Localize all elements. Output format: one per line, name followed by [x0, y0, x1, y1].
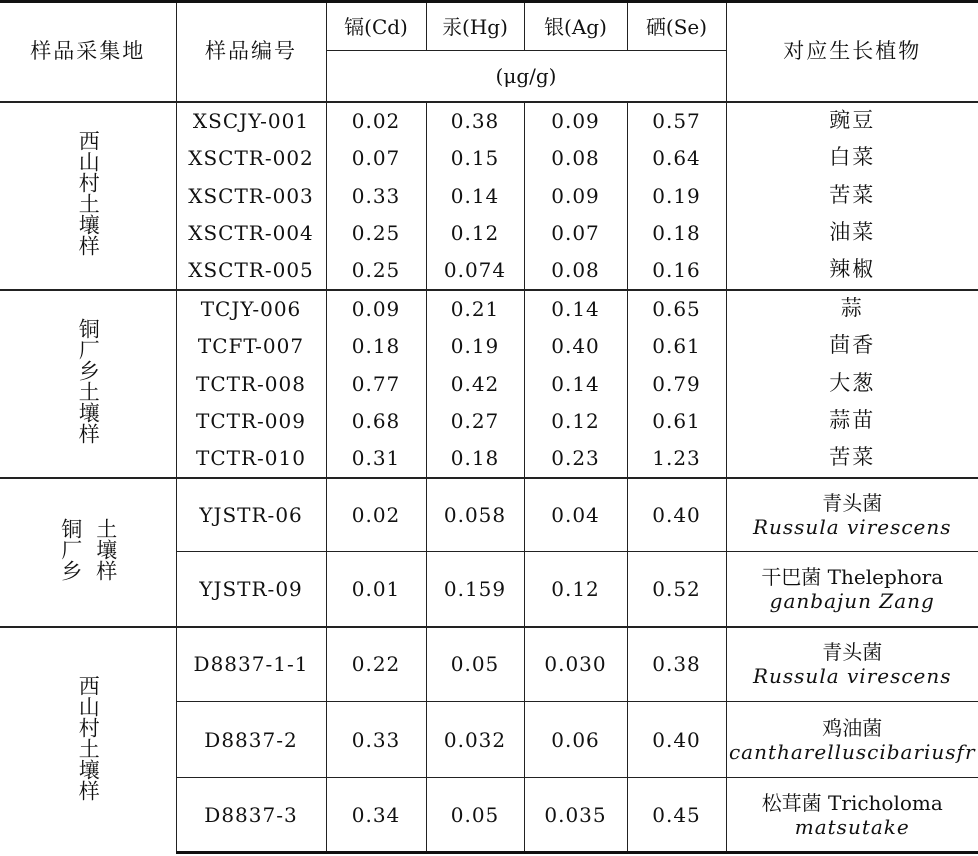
plant-name — [726, 478, 978, 552]
cd-value: 0.25 — [326, 215, 426, 252]
plant-name: 油菜 — [726, 215, 978, 252]
cd-value: 0.09 — [326, 290, 426, 328]
plant-name — [726, 627, 978, 702]
ag-value: 0.12 — [524, 403, 627, 440]
site-label: 西山村土壤样 — [0, 102, 176, 290]
plant-latin-name: cantharelluscibariusfr — [728, 739, 976, 764]
se-value: 0.38 — [627, 627, 726, 702]
header-plant: 对应生长植物 — [726, 2, 978, 102]
ag-value: 0.030 — [524, 627, 627, 702]
header-site: 样品采集地 — [0, 2, 176, 102]
se-value: 0.16 — [627, 252, 726, 290]
ag-value: 0.07 — [524, 215, 627, 252]
hg-value: 0.27 — [426, 403, 524, 440]
header-cd: 镉(Cd) — [326, 2, 426, 51]
hg-value: 0.21 — [426, 290, 524, 328]
cd-value: 0.01 — [326, 552, 426, 627]
plant-name: 辣椒 — [726, 252, 978, 290]
se-value: 0.64 — [627, 140, 726, 177]
se-value: 0.18 — [627, 215, 726, 252]
site-label: 铜厂乡土壤样 — [0, 290, 176, 478]
plant-name: 蒜苗 — [726, 403, 978, 440]
hg-value: 0.05 — [426, 627, 524, 702]
plant-latin-name: ganbajun Zang — [769, 588, 935, 613]
se-value: 0.57 — [627, 102, 726, 140]
cd-value: 0.02 — [326, 478, 426, 552]
plant-chinese-name: 松茸菌 Tricholoma — [761, 790, 943, 815]
sample-id: TCTR-009 — [176, 403, 326, 440]
header-unit: (μg/g) — [326, 51, 726, 102]
sample-id: D8837-1-1 — [176, 627, 326, 702]
se-value: 0.40 — [627, 702, 726, 778]
hg-value: 0.15 — [426, 140, 524, 177]
cd-value: 0.31 — [326, 440, 426, 478]
sample-id: TCTR-010 — [176, 440, 326, 478]
cd-value: 0.33 — [326, 177, 426, 215]
header-se: 硒(Se) — [627, 2, 726, 51]
header-sample-id: 样品编号 — [176, 2, 326, 102]
sample-id: XSCTR-003 — [176, 177, 326, 215]
ag-value: 0.12 — [524, 552, 627, 627]
cd-value: 0.07 — [326, 140, 426, 177]
ag-value: 0.14 — [524, 290, 627, 328]
se-value: 0.61 — [627, 403, 726, 440]
hg-value: 0.058 — [426, 478, 524, 552]
hg-value: 0.18 — [426, 440, 524, 478]
hg-value: 0.12 — [426, 215, 524, 252]
plant-latin-name: matsutake — [794, 814, 910, 839]
se-value: 0.61 — [627, 328, 726, 365]
plant-name: 白菜 — [726, 140, 978, 177]
ag-value: 0.23 — [524, 440, 627, 478]
hg-value: 0.074 — [426, 252, 524, 290]
plant-latin-name: Russula virescens — [752, 514, 952, 539]
plant-chinese-name: 鸡油菌 — [822, 715, 883, 740]
sample-id: YJSTR-09 — [176, 552, 326, 627]
hg-value: 0.42 — [426, 365, 524, 403]
ag-value: 0.08 — [524, 140, 627, 177]
cd-value: 0.02 — [326, 102, 426, 140]
sample-id: XSCJY-001 — [176, 102, 326, 140]
plant-name: 茴香 — [726, 328, 978, 365]
se-value: 0.52 — [627, 552, 726, 627]
plant-name: 苦菜 — [726, 177, 978, 215]
se-value: 0.79 — [627, 365, 726, 403]
cd-value: 0.33 — [326, 702, 426, 778]
plant-name — [726, 778, 978, 853]
sample-id: XSCTR-005 — [176, 252, 326, 290]
hg-value: 0.14 — [426, 177, 524, 215]
ag-value: 0.08 — [524, 252, 627, 290]
sample-id: YJSTR-06 — [176, 478, 326, 552]
hg-value: 0.032 — [426, 702, 524, 778]
sample-id: XSCTR-004 — [176, 215, 326, 252]
plant-name: 苦菜 — [726, 440, 978, 478]
se-value: 0.65 — [627, 290, 726, 328]
header-ag: 银(Ag) — [524, 2, 627, 51]
sample-id: TCFT-007 — [176, 328, 326, 365]
ag-value: 0.40 — [524, 328, 627, 365]
ag-value: 0.035 — [524, 778, 627, 853]
cd-value: 0.18 — [326, 328, 426, 365]
se-value: 0.45 — [627, 778, 726, 853]
ag-value: 0.06 — [524, 702, 627, 778]
sample-id: D8837-3 — [176, 778, 326, 853]
plant-chinese-name: 青头菌 — [822, 490, 883, 515]
sample-id: TCTR-008 — [176, 365, 326, 403]
plant-chinese-name: 干巴菌 Thelephora — [761, 564, 944, 589]
hg-value: 0.19 — [426, 328, 524, 365]
ag-value: 0.04 — [524, 478, 627, 552]
site-label: 铜厂乡 土壤样 — [0, 478, 176, 627]
se-value: 1.23 — [627, 440, 726, 478]
ag-value: 0.09 — [524, 177, 627, 215]
se-value: 0.40 — [627, 478, 726, 552]
plant-latin-name: Russula virescens — [752, 664, 952, 689]
header-hg: 汞(Hg) — [426, 2, 524, 51]
ag-value: 0.14 — [524, 365, 627, 403]
ag-value: 0.09 — [524, 102, 627, 140]
plant-name — [726, 552, 978, 627]
cd-value: 0.68 — [326, 403, 426, 440]
se-value: 0.19 — [627, 177, 726, 215]
site-label: 西山村土壤样 — [76, 674, 101, 801]
plant-chinese-name: 青头菌 — [822, 640, 883, 665]
plant-name: 大葱 — [726, 365, 978, 403]
plant-name — [726, 702, 978, 778]
cd-value: 0.22 — [326, 627, 426, 702]
plant-name: 蒜 — [726, 290, 978, 328]
sample-id: XSCTR-002 — [176, 140, 326, 177]
cd-value: 0.25 — [326, 252, 426, 290]
sample-id: TCJY-006 — [176, 290, 326, 328]
cd-value: 0.77 — [326, 365, 426, 403]
plant-name: 豌豆 — [726, 102, 978, 140]
cd-value: 0.34 — [326, 778, 426, 853]
hg-value: 0.05 — [426, 778, 524, 853]
sample-id: D8837-2 — [176, 702, 326, 778]
hg-value: 0.159 — [426, 552, 524, 627]
hg-value: 0.38 — [426, 102, 524, 140]
